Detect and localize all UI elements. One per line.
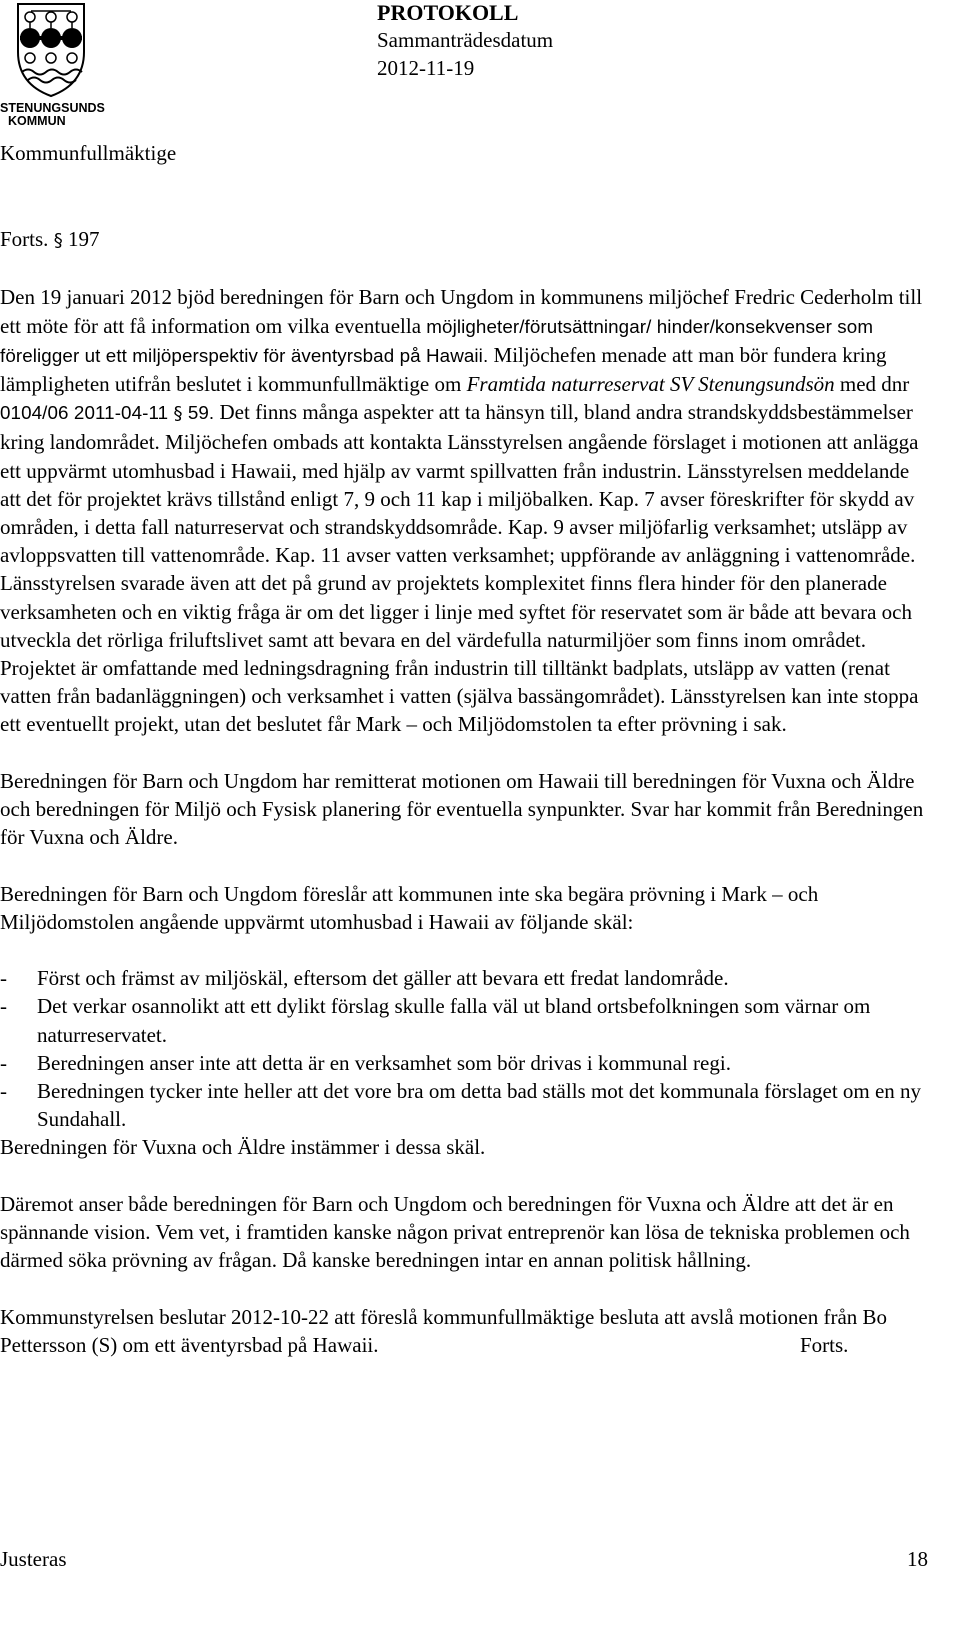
paragraph-text: med dnr	[834, 372, 910, 396]
section-heading	[0, 225, 935, 255]
paragraph-text: Den 19 januari 2012 bjöd beredningen för Barn och Ungdom in kommunens miljöchef Fredric Cederholm till ett möte för att få information om vilka eventuella	[0, 285, 923, 338]
paragraph-text-sans: möjligheter/förutsättningar/ hinder/konsekvenser som föreligger ut ett miljöperspektiv för äventyrsbad på Hawaii.	[0, 315, 874, 366]
case-section-symbol: §	[173, 403, 183, 425]
list-item-text: Det verkar osannolikt att ett dylikt förslag skulle falla väl ut bland ortsbefolkningen som värnar om naturreservatet.	[37, 994, 871, 1047]
list-item	[0, 964, 935, 992]
list-dash: -	[0, 966, 7, 991]
list-item-text: Beredningen tycker inte heller att det vore bra om detta bad ställs mot det kommunala förslaget om en ny Sundahall.	[37, 1079, 922, 1132]
footer-justeras: Justeras	[0, 1547, 67, 1571]
list-item-text: Beredningen anser inte att detta är en verksamhet som bör drivas i kommunal regi.	[37, 1050, 731, 1075]
list-dash: -	[0, 994, 7, 1019]
protocol-body	[0, 225, 935, 1359]
paragraph-vision: Däremot anser både beredningen för Barn och Ungdom och beredningen för Vuxna och Äldre att det är en spännande vision. Vem vet, i framtiden kanske någon privat entreprenör kan lösa de tekniska problemen och därmed söka prövning av frågan. Då kanske beredningen intar en annan politisk hållning.	[0, 1191, 910, 1273]
paragraph-proposal: Beredningen för Barn och Ungdom föreslår att kommunen inte ska begära prövning i Mark – och Miljödomstolen angående uppvärmt utomhusbad i Hawaii av följande skäl:	[0, 881, 819, 934]
page-number: 18	[907, 1547, 928, 1571]
document-type: PROTOKOLL	[377, 0, 519, 25]
list-item	[0, 992, 935, 1048]
section-number: 197	[67, 227, 100, 251]
decision-text: Kommunstyrelsen beslutar 2012-10-22 att föreslå kommunfullmäktige besluta att avslå motionen från Bo Pettersson (S) om ett äventyrsbad på Hawaii.	[0, 1304, 888, 1357]
meeting-date-label: Sammanträdesdatum	[377, 28, 554, 52]
municipal-coat-of-arms-icon	[0, 0, 130, 130]
committee-name: Kommunfullmäktige	[0, 141, 177, 165]
paragraph-referral: Beredningen för Barn och Ungdom har remitterat motionen om Hawaii till beredningen för Vuxna och Äldre och beredningen för Miljö och Fysisk planering för eventuella synpunkter. Svar har kommit från Beredningen för Vuxna och Äldre.	[0, 768, 924, 850]
paragraph-text: Miljöchefen menade att man bör fundera kring lämpligheten utifrån beslutet i kommunfullmäktige om	[0, 342, 887, 396]
forts-label: Forts.	[0, 227, 49, 251]
document-header	[377, 0, 553, 82]
case-reference: 0104/06 2011-04-11	[0, 402, 174, 424]
list-dash: -	[0, 1050, 7, 1075]
logo-text-line1: STENUNGSUNDS	[0, 101, 105, 115]
section-symbol: §	[53, 230, 63, 251]
list-dash: -	[0, 1079, 7, 1104]
meeting-date: 2012-11-19	[377, 56, 475, 80]
decision-title: Framtida naturreservat SV Stenungsundsön	[466, 372, 835, 396]
reasons-list	[0, 964, 935, 1133]
paragraph-decision	[0, 1303, 935, 1359]
logo-text-line2: KOMMUN	[8, 114, 66, 128]
continued-label: Forts.	[800, 1332, 849, 1357]
list-item-text: Först och främst av miljöskäl, eftersom det gäller att bevara ett fredat landområde.	[37, 966, 729, 991]
list-item	[0, 1049, 935, 1077]
case-section-number: 59.	[182, 402, 215, 424]
paragraph-background	[0, 283, 935, 738]
paragraph-agreement: Beredningen för Vuxna och Äldre instämmer i dessa skäl.	[0, 1135, 486, 1160]
municipal-logo	[0, 0, 130, 130]
list-item	[0, 1077, 935, 1133]
paragraph-text: Det finns många aspekter att ta hänsyn till, bland andra strandskyddsbestämmelser kring landområdet. Miljöchefen ombads att kontakta Länsstyrelsen angående förslaget i motionen att anlägga ett uppvärmt utomhusbad i Hawaii, med hjälp av varmt spillvatten från industrin. Länsstyrelsen meddelande att det för projektet krävs tillstånd enligt 7, 9 och 11 kap i miljöbalken. Kap. 7 avser föreskrifter för skydd av områden, i detta fall naturreservat och strandskyddsområde. Kap. 9 avser miljöfarlig verksamhet; utsläpp av avloppsvatten till vattenområde. Kap. 11 avser vatten verksamhet; uppförande av anläggning i vattenområde. Länsstyrelsen svarade även att det på grund av projektets komplexitet finns flera hinder för den planerade verksamheten och en viktig fråga är om det ligger i linje med syftet för reservatet som är både att bevara och utveckla det rörliga friluftslivet samt att bevara en del värdefulla naturmiljöer som finns inom området. Projektet är omfattande med ledningsdragning från industrin till tilltänkt badplats, utsläpp av vatten (renat vatten från badanläggningen) och verksamhet i vatten (själva bassängområdet). Länsstyrelsen kan inte stoppa ett eventuellt projekt, utan det beslutet får Mark – och Miljödomstolen ta efter prövning i sak.	[0, 400, 919, 737]
